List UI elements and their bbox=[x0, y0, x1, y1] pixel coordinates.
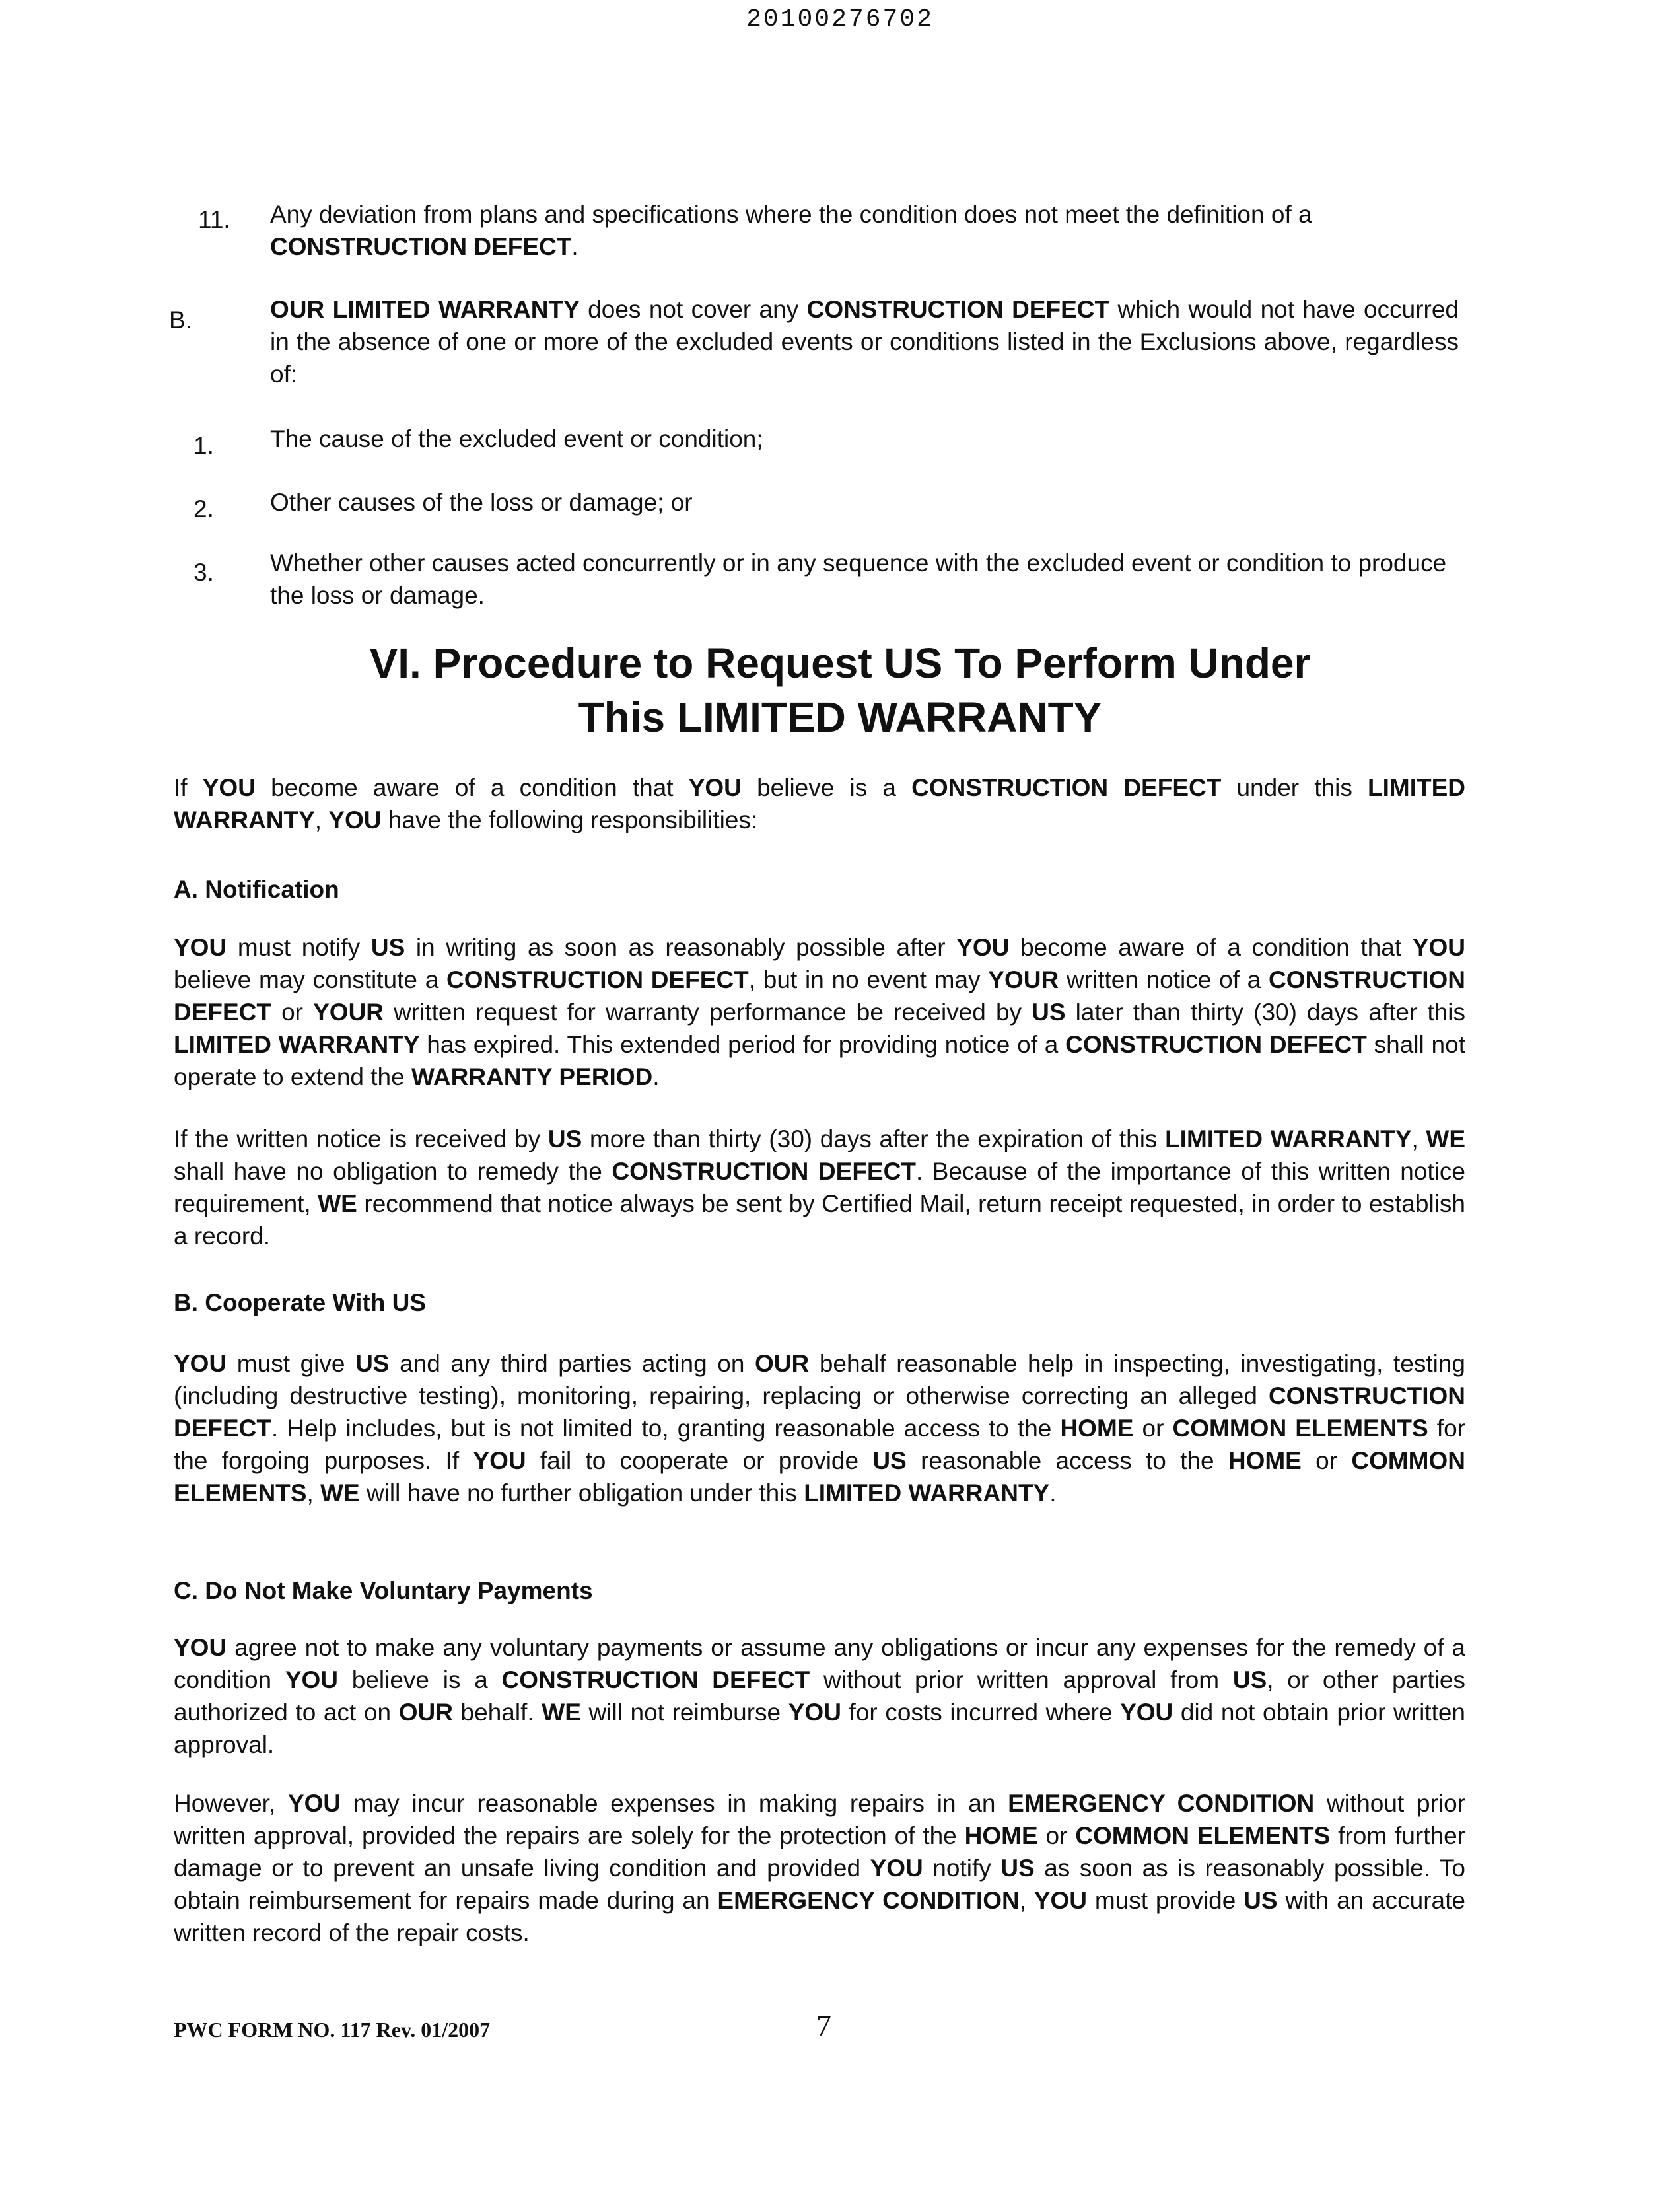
sublist-item-2-text: Other causes of the loss or damage; or bbox=[270, 489, 693, 516]
item-11-text: Any deviation from plans and specifications where the condition does not meet the definition of a CONSTRUCTION DEFECT. bbox=[270, 201, 1312, 260]
footer-form-number: PWC FORM NO. 117 Rev. 01/2007 bbox=[174, 2018, 491, 2041]
section-c-title: C. Do Not Make Voluntary Payments bbox=[174, 1577, 593, 1604]
section-a-paragraph-2: If the written notice is received by US more than thirty (30) days after the expiration of this LIMITED WARRANTY, WE shall have no obligation to remedy the CONSTRUCTION DEFECT. Because of the importance of this written notice requirement, WE recommend that notice always be sent by Certified Mail, return receipt requested, in order to establish a record. bbox=[174, 1125, 1465, 1250]
item-b-text: OUR LIMITED WARRANTY does not cover any CONSTRUCTION DEFECT which would not have occurred in the absence of one or more of the excluded events or conditions listed in the Exclusions above, regardless of: bbox=[270, 296, 1459, 388]
section-a-paragraph-1: YOU must notify US in writing as soon as reasonably possible after YOU become aware of a condition that YOU believe may constitute a CONSTRUCTION DEFECT, but in no event may YOUR written notice of a CONSTRUCTION DEFECT or YOUR written request for warranty performance be received by US later than thirty (30) days after this LIMITED WARRANTY has expired. This extended period for providing notice of a CONSTRUCTION DEFECT shall not operate to extend the WARRANTY PERIOD. bbox=[174, 934, 1466, 1090]
document-number: 20100276702 bbox=[746, 5, 934, 34]
item-11-number: 11. bbox=[198, 206, 230, 233]
intro-paragraph: If YOU become aware of a condition that YOU believe is a CONSTRUCTION DEFECT under this LIMITED WARRANTY, YOU have the following responsibilities: bbox=[174, 774, 1465, 833]
page-number: 7 bbox=[816, 2008, 831, 2042]
sublist-item-1-number: 1. bbox=[193, 432, 214, 459]
section-a-title: A. Notification bbox=[174, 876, 339, 903]
section-c-paragraph-1: YOU agree not to make any voluntary payments or assume any obligations or incur any expenses for the remedy of a condition YOU believe is a CONSTRUCTION DEFECT without prior written approval from US, or other parties authorized to act on OUR behalf. WE will not reimburse YOU for costs incurred where YOU did not obtain prior written approval. bbox=[174, 1634, 1466, 1758]
section-heading-line-1: VI. Procedure to Request US To Perform Under bbox=[369, 639, 1311, 687]
sublist-item-3-number: 3. bbox=[193, 559, 214, 586]
sublist-item-1-text: The cause of the excluded event or condition; bbox=[270, 425, 763, 452]
item-b-number: B. bbox=[169, 306, 192, 334]
section-heading-line-2: This LIMITED WARRANTY bbox=[578, 693, 1102, 741]
sublist-item-3-text: Whether other causes acted concurrently or in any sequence with the excluded event or condition to produce the loss or damage. bbox=[270, 550, 1447, 609]
section-c-paragraph-2: However, YOU may incur reasonable expenses in making repairs in an EMERGENCY CONDITION without prior written approval, provided the repairs are solely for the protection of the HOME or COMMON ELEMENTS from further damage or to prevent an unsafe living condition and provided YOU notify US as soon as is reasonably possible. To obtain reimbursement for repairs made during an EMERGENCY CONDITION, YOU must provide US with an accurate written record of the repair costs. bbox=[174, 1790, 1465, 1946]
sublist-item-2-number: 2. bbox=[193, 495, 214, 522]
section-b-paragraph-1: YOU must give US and any third parties acting on OUR behalf reasonable help in inspecting, investigating, testing (including destructive testing), monitoring, repairing, replacing or otherwise correcting an alleged CONSTRUCTION DEFECT. Help includes, but is not limited to, granting reasonable access to the HOME or COMMON ELEMENTS for the forgoing purposes. If YOU fail to cooperate or provide US reasonable access to the HOME or COMMON ELEMENTS, WE will have no further obligation under this LIMITED WARRANTY. bbox=[174, 1350, 1466, 1507]
section-b-title: B. Cooperate With US bbox=[174, 1289, 427, 1316]
